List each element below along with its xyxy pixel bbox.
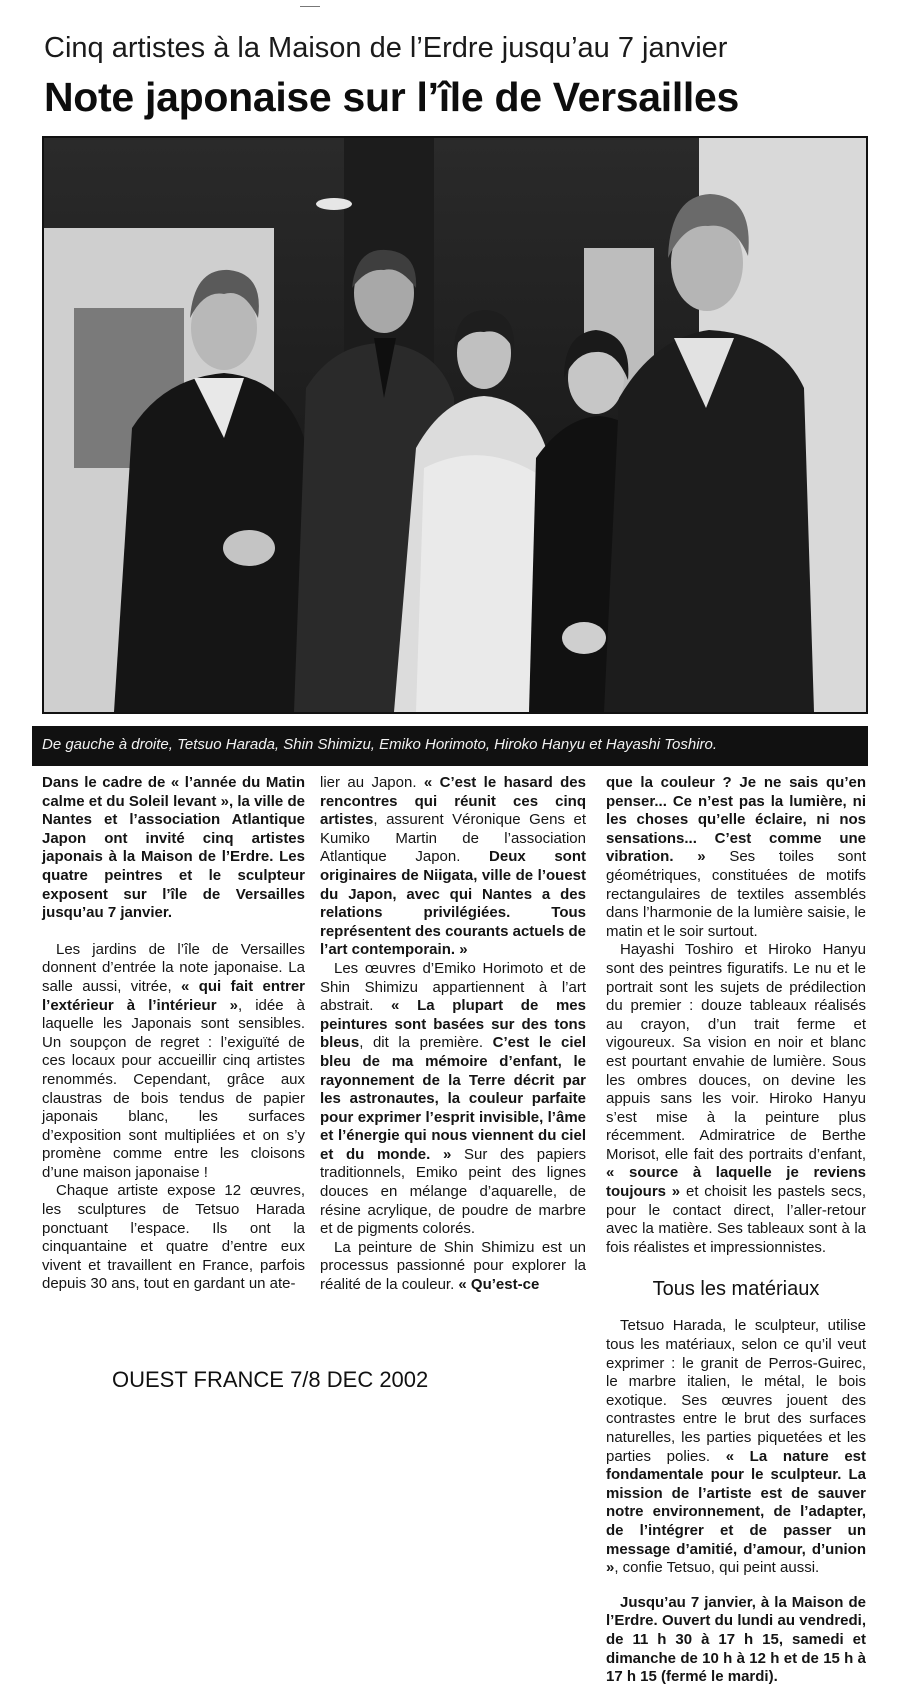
photo-illustration [44,138,866,712]
paragraph: Les œuvres d’Emiko Horimoto et de Shin Shimizu appartiennent à l’art abstrait. « La plupart de mes peintures sont basées sur des tons bleus, dit la première. C’est le ciel bleu de ma mémoire d’enfant, le rayonnement de la Terre décrit par les astronautes, la couleur parfaite pour exprimer l’esprit invisible, l’âme et l’énergie qui nous viennent du ciel et du monde. » Sur des papiers traditionnels, Emiko peint des lignes douces en mélange d’aquarelle, de résine acrylique, de poudre de marbre et de pigments colorés. [320,959,587,1238]
scan-mark [300,6,320,7]
paragraph: Chaque artiste expose 12 œuvres, les sculptures de Tetsuo Harada ponctuant l’espace. Ils ont la cinquantaine et quatre d’entre eux vivent et travaillent en France, parfois depuis 30 ans, tout en gardant un ate- [42,1182,305,1293]
ceiling-light [316,198,352,210]
column-2 [320,774,586,1295]
column-1 [42,774,305,1294]
practical-info: Jusqu’au 7 janvier, à la Maison de l’Erdre. Ouvert du lundi au vendredi, de 11 h 30 à 17 h 15, samedi et dimanche de 10 h à 12 h et de 15 h à 17 h 15 (fermé le mardi). [606,1593,866,1686]
article-lede: Dans le cadre de « l’année du Matin calme et du Soleil levant », la ville de Nantes et l’association Atlantique Japon ont invité cinq artistes japonais à la Maison de l’Erdre. Les quatre peintres et le sculpteur exposent sur l’île de Versailles jusqu’au 7 janvier. [42,774,305,922]
paragraph: Tetsuo Harada, le sculpteur, utilise tous les matériaux, selon ce qu’il veut exprimer : le granit de Perros-Guirec, le marbre italien, le métal, le bois exotique. Ses œuvres jouent des contrastes entre le brut des surfaces naturelles, les parties piquetées et les parties polies. « La nature est fondamentale pour le sculpteur. La mission de l’artiste est de sauver notre environnement, de l’adapter, de l’intégrer et de passer un message d’amitié, d’amour, d’union », confie Tetsuo, qui peint aussi. [606,1317,867,1577]
newspaper-source: OUEST FRANCE 7/8 DEC 2002 [112,1367,429,1392]
paragraph: lier au Japon. « C’est le hasard des rencontres qui réunit ces cinq artistes, assurent Véronique Gens et Kumiko Martin de l’association Atlantique Japon. Deux sont originaires de Niigata, ville de l’ouest du Japon, avec qui Nantes a des relations privilégiées. Tous représentent des courants actuels de l’art contemporain. » [320,774,586,959]
photo-caption: De gauche à droite, Tetsuo Harada, Shin Shimizu, Emiko Horimoto, Hiroko Hanyu et Hayashi Toshiro. [32,726,868,766]
paragraph: que la couleur ? Je ne sais qu’en penser... Ce n’est pas la lumière, ni les choses qu’elle éclaire, ni nos sensations... C’est comme une vibration. » Ses toiles sont géométriques, constituées de motifs rectangulaires de textiles assemblés dans l’harmonie de la lumière saisie, le matin et le soir surtout. [606,774,866,940]
column-3 [606,774,866,1687]
article-photo [42,136,868,714]
section-subhead: Tous les matériaux [652,1278,820,1301]
article-headline: Note japonaise sur l’île de Versailles [44,74,740,120]
article-kicker: Cinq artistes à la Maison de l’Erdre jusqu’au 7 janvier [44,32,728,64]
paragraph: Les jardins de l’île de Versailles donnent d’entrée la note japonaise. La salle aussi, vitrée, « qui fait entrer l’extérieur à l’intérieur », idée à laquelle les Japonais sont sensibles. Un soupçon de regret : l’exiguïté de ces locaux pour accueillir cinq artistes renommés. Cependant, grâce aux claustras de bois tendus de papier japonais blanc, les surfaces d’exposition sont multipliées et on s’y promène comme entre les cloisons d’une maison japonaise ! [42,940,305,1181]
paragraph: La peinture de Shin Shimizu est un processus passionné pour explorer la réalité de la couleur. « Qu’est-ce [320,1238,586,1294]
paragraph: Hayashi Toshiro et Hiroko Hanyu sont des peintres figuratifs. Le nu et le portrait sont les sujets de prédilection du premier : douze tableaux réalisés au crayon, d’un trait ferme et vigoureux. Sa vision en noir et blanc est pourtant envahie de lumière. Sous les ombres douces, on devine les appuis sans les voir. Hiroko Hanyu s’est mise à la peinture plus récemment. Admiratrice de Berthe Morisot, elle fait des portraits d’enfant, « source à laquelle je reviens toujours » et choisit les pastels secs, pour le contact direct, l’aller-retour avec la matière. Ses tableaux sont à la fois réalistes et impressionnistes. [606,941,866,1256]
